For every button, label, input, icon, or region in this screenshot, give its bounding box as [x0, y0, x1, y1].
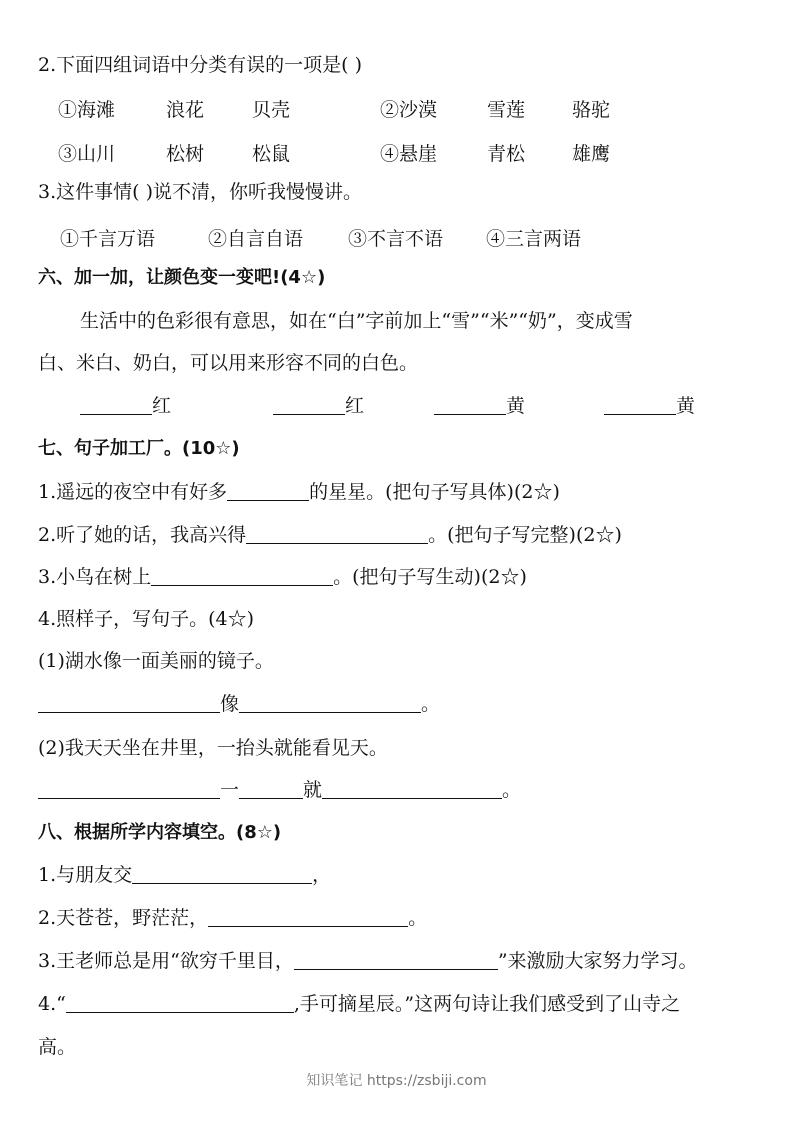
q3-option-3: ③不言不语 — [348, 228, 444, 250]
q2-option-4-word-1: ④悬崖 — [380, 143, 438, 165]
answer-blank[interactable] — [38, 693, 220, 713]
q2-option-4-word-2: 青松 — [487, 143, 526, 165]
page-footer-watermark: 知识笔记 https://zsbiji.com — [306, 1073, 487, 1089]
q3-option-4: ④三言两语 — [486, 228, 582, 250]
q2-option-3-word-3: 松鼠 — [252, 143, 291, 165]
q2-stem: 2.下面四组词语中分类有误的一项是( ) — [38, 54, 362, 76]
section-6-paragraph-line-1: 生活中的色彩很有意思，如在“白”字前加上“雪”“米”“奶”，变成雪 — [80, 310, 633, 332]
color-blank-4: 黄 — [604, 395, 695, 418]
s7-example-2: (2)我天天坐在井里，一抬头就能看见天。 — [38, 737, 388, 759]
s7-example-1-answer: 像 。 — [38, 693, 440, 716]
answer-blank[interactable] — [273, 395, 345, 415]
s8-question-3: 3.王老师总是用“欲穷千里目， ”来激励大家努力学习。 — [38, 950, 698, 972]
section-8-title: 八、根据所学内容填空。(8☆) — [38, 822, 282, 843]
answer-blank[interactable] — [239, 779, 303, 799]
s7-question-2: 2.听了她的话，我高兴得 。(把句子写完整)(2☆) — [38, 524, 622, 546]
q2-option-2-word-1: ②沙漠 — [380, 99, 438, 121]
color-blank-3: 黄 — [434, 395, 525, 418]
q3-stem: 3.这件事情( )说不清，你听我慢慢讲。 — [38, 181, 362, 203]
answer-blank[interactable] — [66, 993, 294, 1013]
q2-option-1-word-2: 浪花 — [166, 99, 205, 121]
color-blank-2: 红 — [273, 395, 364, 418]
answer-blank[interactable] — [227, 481, 309, 501]
s7-example-1: (1)湖水像一面美丽的镜子。 — [38, 650, 274, 672]
answer-blank[interactable] — [604, 395, 676, 415]
s8-question-2: 2.天苍苍，野茫茫， 。 — [38, 907, 428, 929]
section-6-paragraph-line-2: 白、米白、奶白，可以用来形容不同的白色。 — [38, 352, 419, 374]
s7-question-4: 4.照样子，写句子。(4☆) — [38, 608, 255, 630]
color-blank-1: 红 — [80, 395, 171, 418]
q2-option-3-word-2: 松树 — [166, 143, 205, 165]
q2-option-4-word-3: 雄鹰 — [572, 143, 611, 165]
answer-blank[interactable] — [239, 693, 421, 713]
q2-option-2-word-3: 骆驼 — [572, 99, 611, 121]
q3-option-1: ①千言万语 — [60, 228, 156, 250]
q2-option-1-word-1: ①海滩 — [58, 99, 116, 121]
section-7-title: 七、句子加工厂。(10☆) — [38, 438, 240, 459]
answer-blank[interactable] — [38, 779, 220, 799]
q2-option-3-word-1: ③山川 — [58, 143, 116, 165]
s7-question-3: 3.小鸟在树上 。(把句子写生动)(2☆) — [38, 566, 527, 588]
s8-question-4-continued: 高。 — [38, 1036, 77, 1058]
s8-question-4: 4.“ ,手可摘星辰。”这两句诗让我们感受到了山寺之 — [38, 993, 681, 1015]
s8-question-1: 1.与朋友交 ， — [38, 864, 332, 886]
answer-blank[interactable] — [322, 779, 502, 799]
answer-blank[interactable] — [208, 907, 408, 927]
answer-blank[interactable] — [434, 395, 506, 415]
answer-blank[interactable] — [246, 524, 428, 544]
answer-blank[interactable] — [132, 864, 312, 884]
q2-option-1-word-3: 贝壳 — [252, 99, 291, 121]
answer-blank[interactable] — [80, 395, 152, 415]
s7-example-2-answer: 一 就 。 — [38, 779, 521, 802]
section-6-title: 六、加一加，让颜色变一变吧!(4☆) — [38, 267, 326, 288]
q2-option-2-word-2: 雪莲 — [487, 99, 526, 121]
q3-option-2: ②自言自语 — [208, 228, 304, 250]
answer-blank[interactable] — [151, 566, 333, 586]
answer-blank[interactable] — [294, 950, 498, 970]
s7-question-1: 1.遥远的夜空中有好多 的星星。(把句子写具体)(2☆) — [38, 481, 560, 503]
